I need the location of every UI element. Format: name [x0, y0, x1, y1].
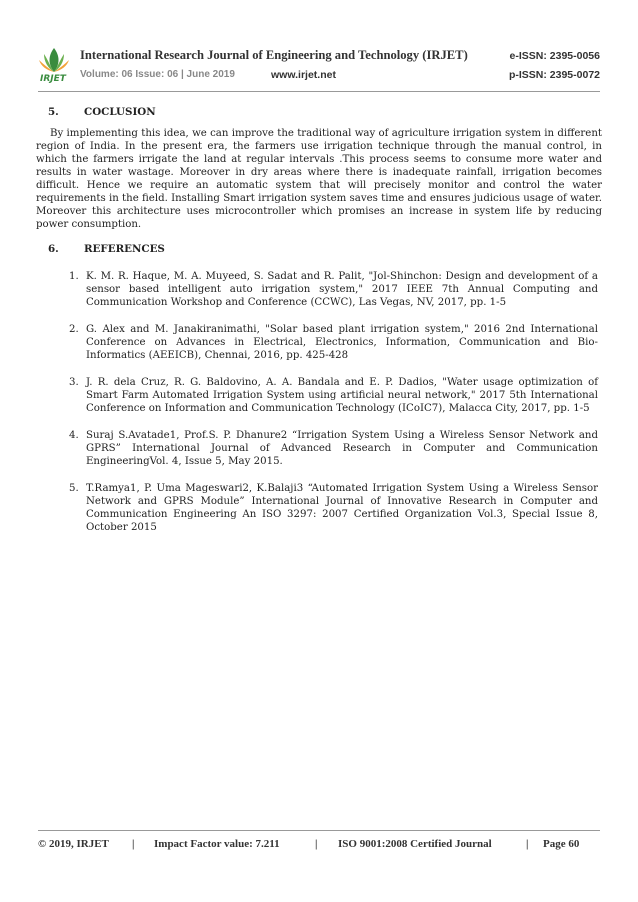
conclusion-heading: [36, 106, 602, 119]
references-heading: [36, 243, 602, 256]
reference-item: [36, 429, 602, 468]
page-body: [36, 106, 602, 534]
section-number: 6.: [48, 243, 59, 255]
website-link[interactable]: www.irjet.net: [271, 69, 336, 81]
reference-number: 3.: [69, 377, 79, 388]
footer-divider: [38, 830, 600, 831]
logo-text: IRJET: [40, 74, 66, 84]
p-issn: p-ISSN: 2395-0072: [508, 69, 600, 81]
reference-text: T.Ramya1, P. Uma Mageswari2, K.Balaji3 “Automated Irrigation System Using a Wireless Sensor Network and GPRS Module” International Journal of Innovative Research in Computer and Communication Engineering An ISO 3297: 2007 Certified Organization Vol.3, Special Issue 8, October 2015: [86, 483, 598, 533]
reference-item: [36, 376, 602, 415]
reference-text: Suraj S.Avatade1, Prof.S. P. Dhanure2 “Irrigation System Using a Wireless Sensor Network and GPRS” International Journal of Advanced Research in Computer and Communication EngineeringVol. 4, Issue 5, May 2015.: [86, 430, 598, 467]
page-header: [38, 42, 600, 88]
section-title: REFERENCES: [84, 243, 165, 255]
reference-text: G. Alex and M. Janakiranimathi, "Solar based plant irrigation system," 2016 2nd International Conference on Advances in Electrical, Electronics, Information, Communication and Bio-Informatics (AEEICB), Chennai, 2016, pp. 425-428: [86, 324, 598, 361]
reference-text: J. R. dela Cruz, R. G. Baldovino, A. A. Bandala and E. P. Dadios, "Water usage optimization of Smart Farm Automated Irrigation System using artificial neural network," 2017 5th International Conference on Information and Communication Technology (ICoIC7), Malacca City, 2017, pp. 1-5: [86, 377, 598, 414]
irjet-logo: [38, 46, 70, 86]
conclusion-paragraph: By implementing this idea, we can improve the traditional way of agriculture irrigation system in different region of India. In the present era, the farmers use irrigation technique through the manual control, in which the farmers irrigate the land at regular intervals .This process seems to consume more water and results in water wastage. Moreover in dry areas where there is inadequate rainfall, irrigation becomes difficult. Hence we require an automatic system that will precisely monitor and control the water requirements in the field. Installing Smart irrigation system saves time and ensures judicious usage of water. Moreover this architecture uses microcontroller which promises an increase in system life by reducing power consumption.: [36, 128, 602, 230]
footer-separator: |: [526, 838, 529, 850]
e-issn: e-ISSN: 2395-0056: [509, 50, 600, 62]
reference-number: 1.: [69, 271, 79, 282]
copyright: © 2019, IRJET: [38, 838, 109, 850]
header-divider: [38, 91, 600, 92]
leaf-logo-icon: [38, 46, 70, 74]
reference-text: K. M. R. Haque, M. A. Muyeed, S. Sadat and R. Palit, "Jol-Shinchon: Design and development of a sensor based intelligent auto irrigation system," 2017 IEEE 7th Annual Computing and Communication Workshop and Conference (CCWC), Las Vegas, NV, 2017, pp. 1-5: [86, 271, 598, 308]
page-number: Page 60: [543, 838, 580, 850]
reference-number: 5.: [69, 483, 79, 494]
reference-item: [36, 323, 602, 362]
footer-separator: |: [315, 838, 318, 850]
footer-separator: |: [132, 838, 135, 850]
reference-item: [36, 482, 602, 534]
impact-factor: Impact Factor value: 7.211: [154, 838, 280, 850]
reference-item: [36, 270, 602, 309]
reference-number: 4.: [69, 430, 79, 441]
iso-certification: ISO 9001:2008 Certified Journal: [338, 838, 492, 850]
journal-title: International Research Journal of Engineering and Technology (IRJET): [80, 48, 468, 62]
reference-list: [36, 270, 602, 534]
section-title: COCLUSION: [84, 106, 156, 118]
section-number: 5.: [48, 106, 59, 118]
volume-line: Volume: 06 Issue: 06 | June 2019: [80, 69, 235, 80]
reference-number: 2.: [69, 324, 79, 335]
